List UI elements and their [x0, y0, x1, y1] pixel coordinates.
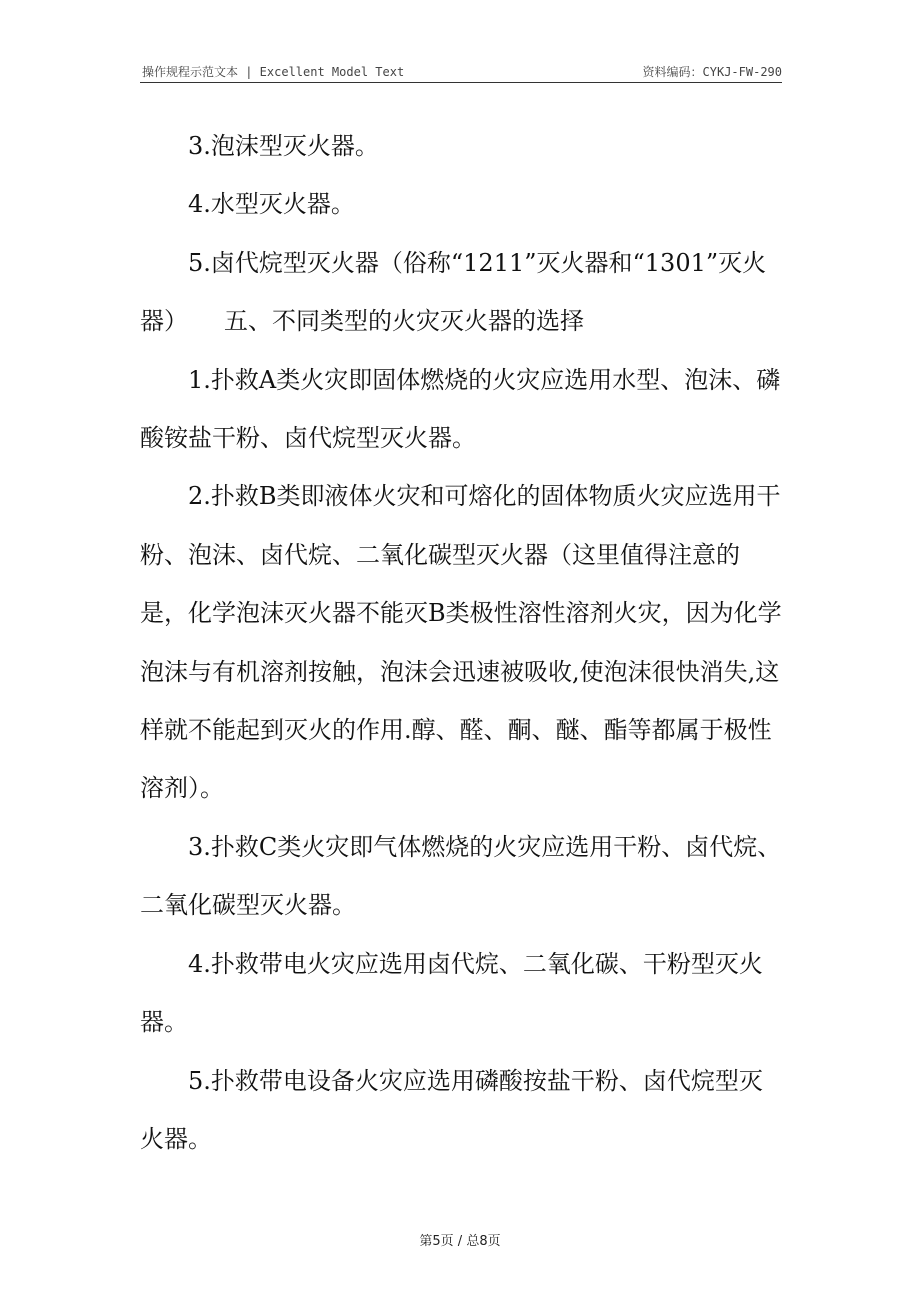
paragraph: 2.扑救B类即液体火灾和可熔化的固体物质火灾应选用干粉、泡沫、卤代烷、二氧化碳型灭火器（这里值得注意的是，化学泡沫灭火器不能灭B类极性溶性溶剂火灾，因为化学泡沫与有机溶剂按触，泡沫会迅速被吸收,使泡沫很快消失,这样就不能起到灭火的作用.醇、醛、酮、醚、酯等都属于极性溶剂）。	[140, 482, 782, 803]
header-title: 操作规程示范文本 | Excellent Model Text	[142, 65, 405, 79]
paragraph: 4.水型灭火器。	[188, 190, 355, 219]
page-number: 第5页 / 总8页	[419, 1234, 501, 1249]
paragraph: 5.扑救带电设备火灾应选用磷酸按盐干粉、卤代烷型灭火器。	[140, 1066, 763, 1153]
page-header	[140, 60, 782, 83]
paragraph: 5.卤代烷型灭火器（俗称“1211”灭火器和“1301”灭火器） 五、不同类型的火灾灭火器的选择	[140, 248, 767, 336]
paragraph: 4.扑救带电火灾应选用卤代烷、二氧化碳、干粉型灭火器。	[140, 949, 763, 1037]
paragraph: 3.泡沫型灭火器。	[188, 132, 379, 160]
page-footer	[0, 1230, 920, 1249]
paragraph: 3.扑救C类火灾即气体燃烧的火灾应选用干粉、卤代烷、二氧化碳型灭火器。	[140, 832, 782, 920]
document-body	[140, 117, 782, 1168]
header-document-code: 资料编码：CYKJ-FW-290	[642, 65, 782, 79]
paragraph: 1.扑救A类火灾即固体燃烧的火灾应选用水型、泡沫、磷酸铵盐干粉、卤代烷型灭火器。	[140, 365, 781, 453]
